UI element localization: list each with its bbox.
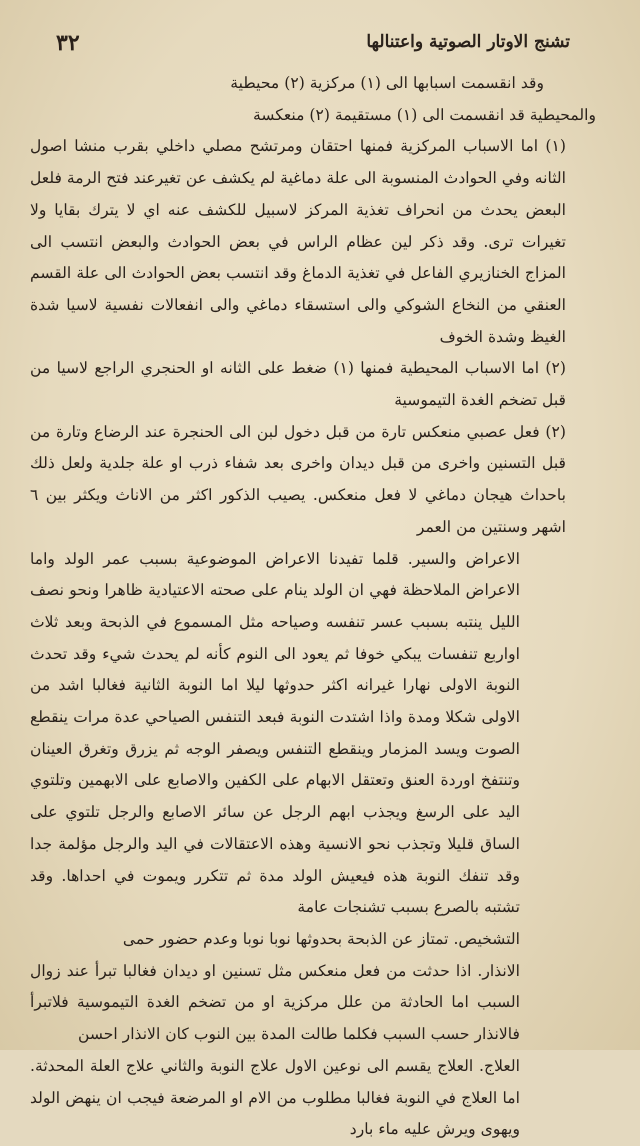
paragraph-central-causes: (١) اما الاسباب المركزية فمنها احتقان ومرتشح مصلي داخلي بقرب منشا اصول الثانه وفي الحوادث المنسوبة الى علة دماغية لم يكشف عن تغيرعند فتح الرمة فلعل البعض يحدث من انحراف تغذية المركز لاسبيل للكشف عنه اي لا يترك بقايا ولا تغيرات ترى. وقد ذكر لين عظام الراس في بعض الحوادث والبعض انتسب الى المزاج الخنازيري الفاعل في تغذية الدماغ وقد انتسب بعض الحوادث الى علة القسم العنقي من النخاع الشوكي والى استسقاء دماغي والى انفعالات نفسية لاسيا شدة الغيظ وشدة الخوف bbox=[30, 137, 566, 346]
paragraph-prognosis: الانذار. اذا حدثت من فعل منعكس مثل تسنين او ديدان فغالبا تبرأ عند زوال السبب اما الحادثة من علل مركزية او من تضخم الغدة التيموسية فلاتبرأ فالانذار حسب السبب فكلما طالت المدة بين النوب كان الانذار احسن bbox=[30, 961, 520, 1044]
paragraph-treatment: العلاج. العلاج يقسم الى نوعين الاول علاج النوبة والثاني علاج العلة المحدثة. اما العلاج في النوبة فغالبا مطلوب من الام او المرضعة فيجب ان ينهض الولد ويهوى ويرش عليه ماء بارد bbox=[30, 1056, 520, 1139]
page-body bbox=[30, 68, 610, 1146]
paragraph-causes-division: وقد انقسمت اسبابها الى (١) مركزية (٢) محيطية bbox=[230, 74, 544, 92]
paragraph-peripheral-causes: (٢) اما الاسباب المحيطية فمنها (١) ضغط على الثانه او الحنجري الراجع لاسيا من قبل تضخم الغدة التيموسية bbox=[30, 359, 566, 410]
paragraph-diagnosis: التشخيص. تمتاز عن الذبحة بحدوثها نوبا نوبا وعدم حضور حمى bbox=[122, 929, 520, 948]
running-title: تشنج الاوتار الصوتية واعتنالها bbox=[366, 32, 570, 52]
page-number: ٣٢ bbox=[56, 30, 80, 56]
paragraph-reflex-action: (٢) فعل عصبي منعكس تارة من قبل دخول لبن الى الحنجرة عند الرضاع وتارة من قبل التسنين واخرى من قبل ديدان واخرى بعد شفاء ذرب او علة جلدية ولعل ذلك باحداث هيجان دماغي لا فعل منعكس. يصيب الذكور اكثر من الاناث ويكثر بين ٦ اشهر وسنتين من العمر bbox=[30, 422, 566, 536]
paragraph-symptoms: الاعراض والسير. قلما تفيدنا الاعراض الموضوعية بسبب عمر الولد واما الاعراض الملاحظة فهي ان الولد ينام على صحته الاعتيادية ظاهرا ونحو نصف الليل ينتبه بسبب عسر تنفسه وصياحه مثل المسموع في الذبحة وبعد ثلاث اواربع تنفسات يبكي خوفا ثم يعود الى النوم كأنه لم يحدث شيء وقد تحدث النوبة الاولى نهارا غيرانه اكثر حدوثها ليلا اما النوبة الثانية فغالبا اشد من الاولى شكلا ومدة واذا اشتدت النوبة فبعد التنفس الصياحي عدة مرات ينقطع الصوت ويسد المزمار وينقطع التنفس ويصفر الوجه ثم يزرق وتغرق العينان وتنتفخ اوردة العنق وتعتقل الابهام على الكفين والاصابع على الابهمين وتلتوي اليد على الرسغ ويجذب ابهم الرجل عن سائر الاصابع والرجل تلتوي على الساق قليلا وتجذب نحو الانسية وهذه الاعتقالات في اليد والرجل مؤلمة جدا وقد تنفك النوبة هذه فيعيش الولد مدة ثم تتكرر ويموت في احداها. وقد تشتبه بالصرع بسبب تشنجات عامة bbox=[30, 549, 520, 917]
page-header bbox=[56, 28, 570, 64]
paragraph-peripheral-division: والمحيطية قد انقسمت الى (١) مستقيمة (٢) منعكسة bbox=[252, 105, 596, 124]
